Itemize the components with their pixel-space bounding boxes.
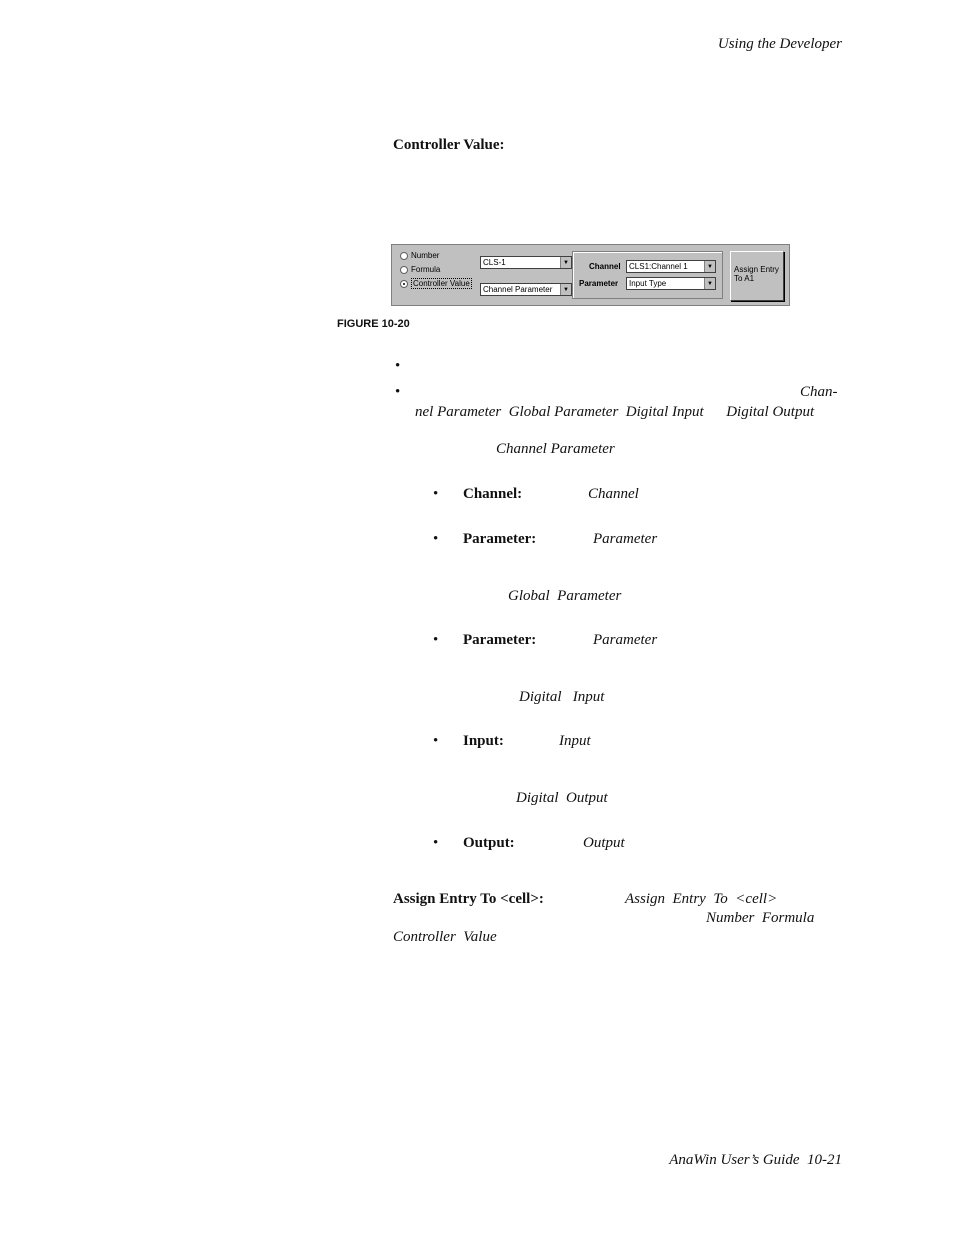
channel-select[interactable] [626,260,716,273]
controller-select[interactable] [480,256,572,269]
hyphenated-word-start: Chan- [800,384,838,400]
bullet-marker: • [433,531,439,547]
bullet-marker: • [433,632,439,648]
bullet-marker: • [433,733,439,749]
radio-label: Controller Value [413,279,470,288]
parameter-select[interactable] [626,277,716,290]
section-heading: Controller Value: [393,137,505,153]
channel-select-value: CLS1:Channel 1 [629,262,688,271]
term-input: Input: [463,733,504,749]
chevron-down-icon[interactable]: ▼ [704,261,715,272]
term-assign-entry: Assign Entry To <cell>: [393,891,544,907]
figure-label: FIGURE 10-20 [337,318,410,330]
channel-parameter-heading: Channel Parameter [496,441,615,457]
controller-select-value: CLS-1 [483,258,506,267]
ref-parameter: Parameter [593,632,658,648]
radio-formula[interactable] [400,265,440,274]
ref-parameter: Parameter [593,531,658,547]
radio-circle-icon [400,252,408,260]
controller-value-dialog [391,244,790,306]
ref-assign-entry: Assign Entry To <cell> [625,891,778,907]
assign-entry-button[interactable] [730,251,784,301]
bullet-marker: • [433,835,439,851]
radio-selected-icon [400,280,408,288]
digital-output-heading: Digital Output [516,790,608,806]
term-channel: Channel: [463,486,523,502]
source-select[interactable] [480,283,572,296]
term-parameter: Parameter: [463,632,537,648]
radio-controller-value[interactable] [400,278,472,289]
parameter-label: Parameter [579,279,619,288]
bullet-marker: • [395,384,401,400]
ref-input: Input [559,733,591,749]
source-options-line: nel Parameter Global Parameter Digital Input Digital Output [415,404,815,420]
term-output: Output: [463,835,515,851]
page-footer: AnaWin User’s Guide 10-21 [669,1152,842,1168]
channel-parameter-group [572,251,723,299]
chevron-down-icon[interactable]: ▼ [704,278,715,289]
chevron-down-icon[interactable]: ▼ [560,257,571,268]
radio-label: Formula [411,265,441,274]
radio-number[interactable] [400,251,439,260]
ref-channel: Channel [588,486,639,502]
term-parameter: Parameter: [463,531,537,547]
ref-output: Output [583,835,625,851]
global-parameter-heading: Global Parameter [508,588,622,604]
parameter-select-value: Input Type [629,279,667,288]
channel-label: Channel [589,262,621,271]
radio-label: Number [411,251,440,260]
chevron-down-icon[interactable]: ▼ [560,284,571,295]
digital-input-heading: Digital Input [519,689,605,705]
bullet-marker: • [395,358,401,374]
source-select-value: Channel Parameter [483,285,553,294]
assign-button-line1: Assign Entry [734,265,779,274]
radio-circle-icon [400,266,408,274]
ref-controller-value: Controller Value [393,929,497,945]
bullet-marker: • [433,486,439,502]
assign-button-line2: To A1 [734,273,755,283]
running-header: Using the Developer [717,36,842,52]
ref-number-formula: Number Formula [706,910,815,926]
